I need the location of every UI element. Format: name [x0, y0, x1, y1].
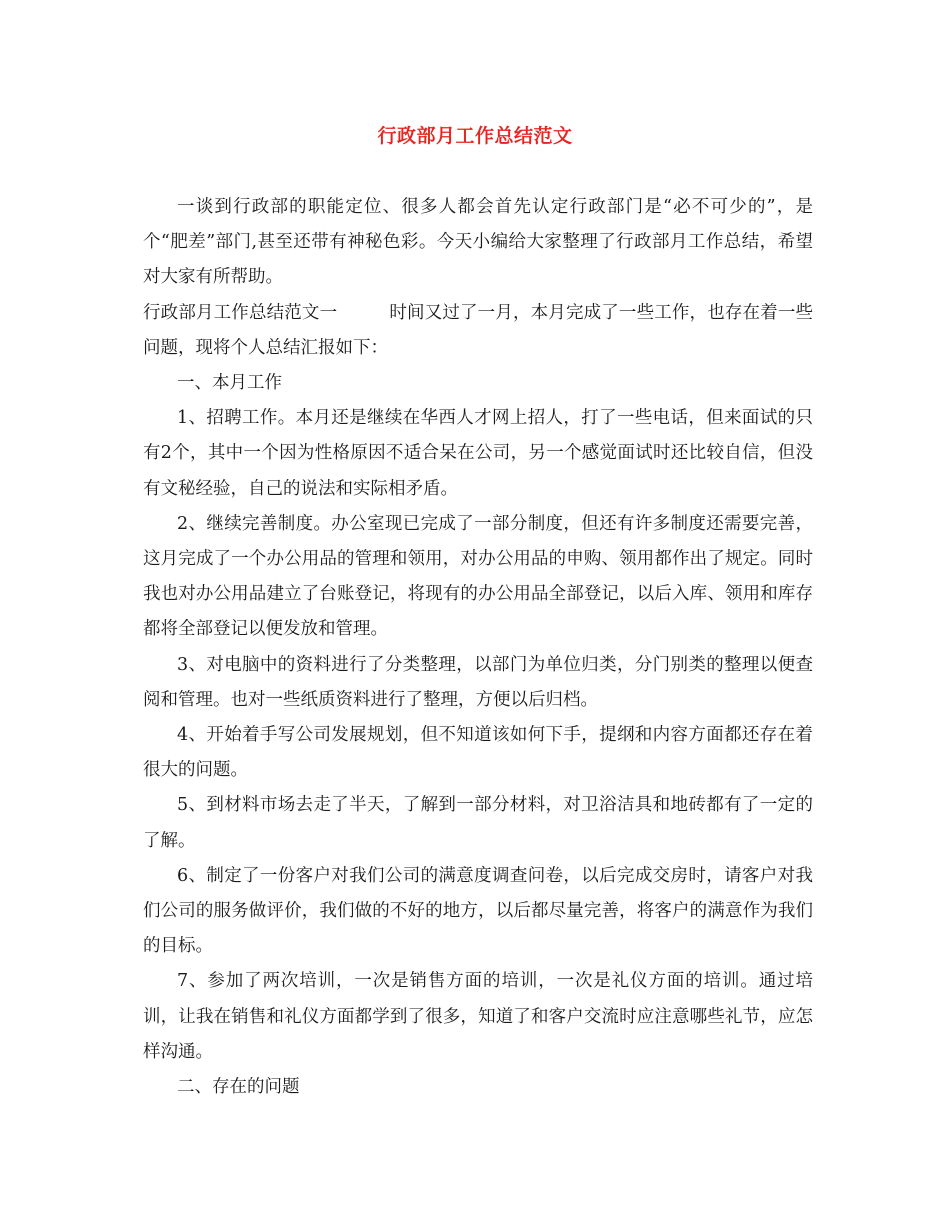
section-title: 行政部月工作总结范文一 — [143, 302, 338, 323]
work-item-4: 4、开始着手写公司发展规划，但不知道该如何下手，提纲和内容方面都还存在着很大的问题。 — [143, 725, 813, 781]
work-item-5: 5、到材料市场去走了半天，了解到一部分材料，对卫浴洁具和地砖都有了一定的了解。 — [143, 795, 813, 851]
work-item-7: 7、参加了两次培训，一次是销售方面的培训，一次是礼仪方面的培训。通过培训，让我在销售和礼仪方面都学到了很多，知道了和客户交流时应注意哪些礼节，应怎样沟通。 — [143, 971, 813, 1062]
work-item-2: 2、继续完善制度。办公室现已完成了一部分制度，但还有许多制度还需要完善，这月完成了一个办公用品的管理和领用，对办公用品的申购、领用都作出了规定。同时我也对办公用品建立了台账登记，将现有的办公用品全部登记，以后入库、领用和库存都将全部登记以便发放和管理。 — [143, 513, 813, 640]
heading-problems: 二、存在的问题 — [177, 1077, 300, 1098]
document-title: 行政部月工作总结范文 — [377, 125, 573, 147]
section-intro: 时间又过了一月，本月完成了一些工作，也存在着一些问题，现将个人总结汇报如下： — [143, 302, 814, 358]
work-item-3: 3、对电脑中的资料进行了分类整理，以部门为单位归类，分门别类的整理以便查阅和管理。也对一些纸质资料进行了整理，方便以后归档。 — [143, 654, 813, 710]
work-item-1: 1、招聘工作。本月还是继续在华西人才网上招人，打了一些电话，但来面试的只有2个，其中一个因为性格原因不适合呆在公司，另一个感觉面试时还比较自信，但没有文秘经验，自己的说法和实际相矛盾。 — [143, 408, 813, 499]
heading-current-work: 一、本月工作 — [177, 373, 282, 394]
document-body — [143, 190, 813, 1105]
intro-paragraph: 一谈到行政部的职能定位、很多人都会首先认定行政部门是“必不可少的”，是个“肥差”部门,甚至还带有神秘色彩。今天小编给大家整理了行政部月工作总结，希望对大家有所帮助。 — [143, 197, 813, 288]
section-paragraph — [143, 296, 813, 366]
work-item-6: 6、制定了一份客户对我们公司的满意度调查问卷，以后完成交房时，请客户对我们公司的服务做评价，我们做的不好的地方，以后都尽量完善，将客户的满意作为我们的目标。 — [143, 865, 813, 957]
